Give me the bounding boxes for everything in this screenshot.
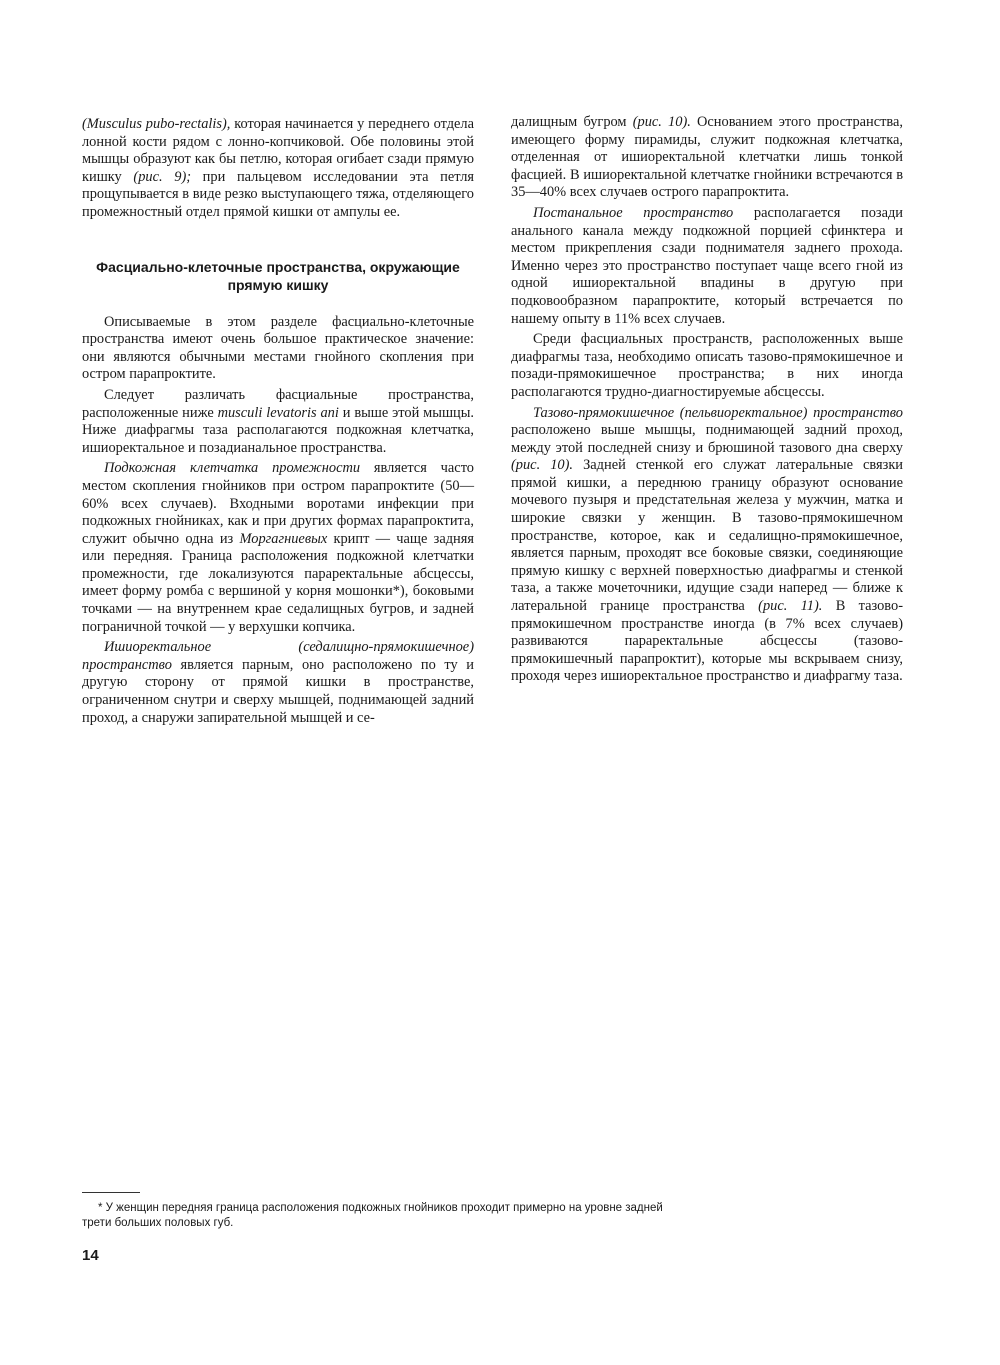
paragraph-ischiorectal-cont: далищным бугром (рис. 10). Основанием этого пространства, имеющего форму пирамиды, служит подкожная клетчатка, отделенная от ишиоректальной клетчатки лишь тонкой фасцией. В ишиоректальной клетчатке гнойники встречаются в 35—40% всех случаев острого парапроктита. (511, 114, 903, 201)
term-morgagni: Моргагниевых (239, 530, 328, 547)
paragraph-above-diaphragm: Среди фасциальных пространств, расположенных выше диафрагмы таза, необходимо описать тазово-прямокишечное и позади-прямокишечное пространства; в них иногда располагаются трудно-диагностируемые абсцессы. (511, 331, 903, 400)
section-heading: Фасциально-клеточные пространства, окружающие прямую кишку (96, 258, 460, 293)
paragraph-distinguish: Следует различать фасциальные пространства, расположенные ниже musculi levatoris ani и выше этой мышцы. Ниже диафрагмы таза располагаются подкожная клетчатка, ишиоректальное и позадианальное пространства. (82, 386, 475, 456)
footnote: * У женщин передняя граница расположения подкожных гнойников проходит примерно на уровне задней трети больших половых губ. (82, 1202, 663, 1229)
paragraph-subcutaneous: Подкожная клетчатка промежности является часто местом скопления гнойников при остром парапроктите (50—60% всех случаев). Входными воротами инфекции при подкожных гнойниках, как и при других формах парапроктита, служит обычно одна из Моргагниевых крипт — чаще задняя или передняя. Граница расположения подкожной клетчатки промежности, где локализуются параректальные абсцессы, имеет форму ромба с вершиной у корня мошонки*), боковыми точками — на внутреннем крае седалищных бугров, и задней пограничной точкой — у верхушки копчика. (82, 460, 474, 635)
paragraph-postanal: Постанальное пространство располагается позади анального канала между подкожной порцией сфинктера и местом прикрепления сзади поднимателя заднего прохода. Именно через это пространство поступает чаще всего гной из одной ишиоректальной впадины в другую при подковообразном парапроктите, который встречается по нашему опыту в 11% всех случаев. (511, 204, 903, 327)
latin-term: (Musculus pubo-rectalis), (82, 116, 231, 132)
latin-term: musculi levatoris ani (217, 404, 339, 421)
term-postanal: Постанальное пространство (533, 204, 734, 221)
figure-reference: (рис. 10). (511, 457, 574, 474)
figure-reference: (рис. 11). (758, 598, 823, 615)
figure-reference: (рис. 9); (133, 168, 192, 185)
figure-reference: (рис. 10). (632, 114, 691, 130)
page-number: 14 (82, 1247, 99, 1264)
term-pelvirectal: Тазово-прямокишечное (пельвиоректальное) пространство (533, 404, 903, 421)
footnote-divider (82, 1192, 140, 1193)
paragraph-intro: Описываемые в этом разделе фасциально-клеточные пространства имеют очень большое практическое значение: они являются обычными местами гнойного скопления при остром парапроктите. (82, 313, 474, 383)
term-subcutaneous: Подкожная клетчатка промежности (104, 460, 361, 477)
term-ischiorectal: Ишиоректальное (седалищно-прямокишечное) пространство (82, 639, 474, 673)
right-column (511, 114, 903, 686)
paragraph-ischiorectal: Ишиоректальное (седалищно-прямокишечное) пространство является парным, оно расположено по ту и другую сторону от прямой кишки в пространстве, ограниченном снутри и сверху мышцей, поднимающей задний проход, а снаружи запирательной мышцей и се- (82, 639, 474, 726)
left-column (82, 116, 474, 727)
paragraph-pubo-rectalis: (Musculus pubo-rectalis), которая начинается у переднего отдела лонной кости рядом с лонно-копчиковой. Обе половины этой мышцы образуют как бы петлю, которая огибает сзади прямую кишку (рис. 9); при пальцевом исследовании эта петля прощупывается в виде резко выступающего тяжа, отделяющего промежностный отдел прямой кишки от ампулы ее. (82, 116, 474, 220)
paragraph-pelvirectal: Тазово-прямокишечное (пельвиоректальное) пространство расположено выше мышцы, поднимающей задний проход, между этой последней снизу и брюшиной тазового дна сверху (рис. 10). Задней стенкой его служат латеральные связки прямой кишки, а переднюю границу образуют основание мочевого пузыря и предстательная железа у мужчин, матка и широкие связки у женщин. В тазово-прямокишечном пространстве, которое, как и седалищно-прямокишечное, является парным, проходят все боковые связки, соединяющие прямую кишку с верхней поверхностью диафрагмы и стенкой таза, а также мочеточники, идущие сзади наперед — ближе к латеральной границе пространства (рис. 11). В тазово-прямокишечном пространстве иногда (в 7% всех случаев) развиваются параректальные абсцессы (тазово-прямокишечный парапроктит), которые мы вскрываем снизу, проходя через ишиоректальное пространство и диафрагму таза. (511, 404, 904, 685)
